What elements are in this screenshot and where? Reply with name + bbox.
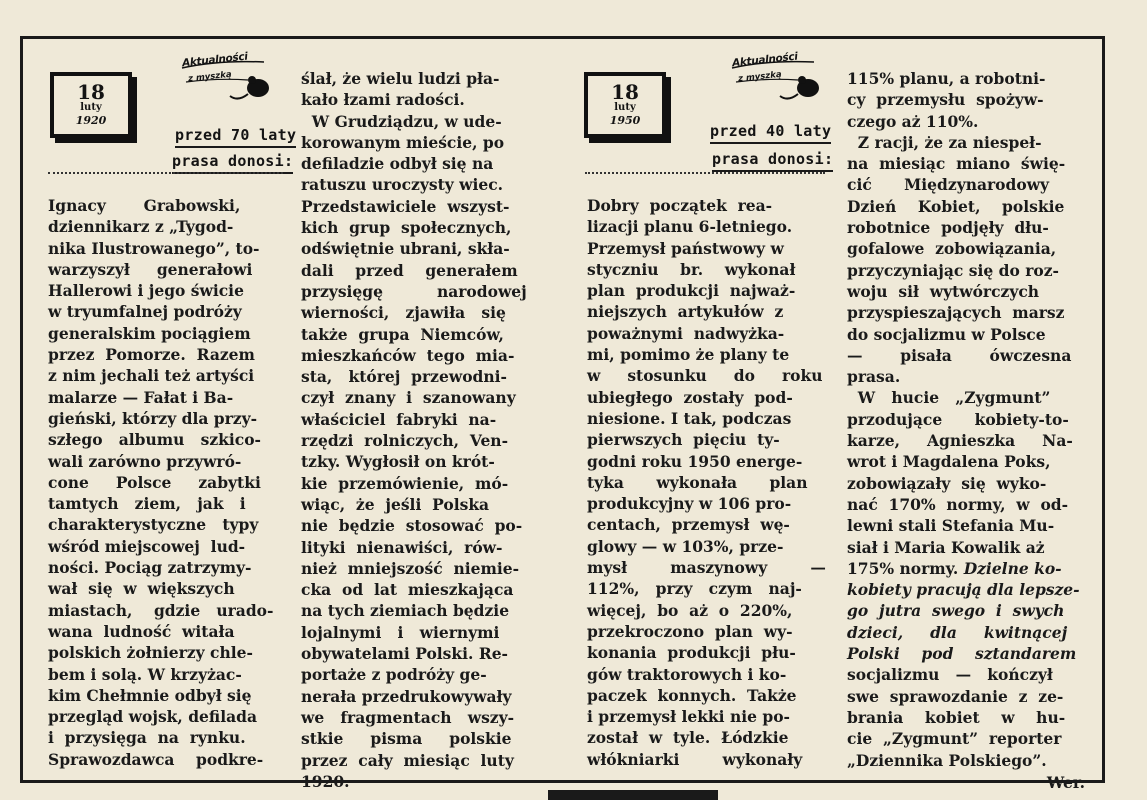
right-column-2 <box>847 68 1087 793</box>
date-year: 1950 <box>609 114 641 127</box>
text-line: wiąc, że jeśli Polska <box>301 494 490 514</box>
text-line: Sprawozdawca podkre- <box>48 749 264 769</box>
text-line: wśród miejscowej lud- <box>48 536 246 556</box>
aktualnosci-logo <box>728 52 824 104</box>
text-line: przegląd wojsk, defilada <box>48 707 258 727</box>
date-month: luty <box>614 102 636 113</box>
text-line: plan produkcji najważ- <box>587 281 796 301</box>
text-line: 115% planu, a robotni- <box>847 69 1046 88</box>
text-line: właściciel fabryki na- <box>301 409 497 429</box>
text-line: nać 170% normy, w od- <box>847 494 1069 514</box>
text-line: paczek konnych. Także <box>587 685 797 705</box>
text-line: robotnice podjęły dłu- <box>847 218 1049 238</box>
text-line: polskich żołnierzy chle- <box>48 643 253 663</box>
bottom-border-mark <box>548 790 718 800</box>
text-line: W Grudziądzu, w ude- <box>301 111 502 131</box>
text-line: lojalnymi i wiernymi <box>301 622 500 642</box>
text-line: ratuszu uroczysty wiec. <box>301 175 504 195</box>
text-line: karze, Agnieszka Na- <box>847 431 1073 451</box>
text-line: tamtych ziem, jak i <box>48 494 246 514</box>
text-line: woju sił wytwórczych <box>847 281 1040 301</box>
text-line: został w tyle. Łódzkie <box>587 728 789 748</box>
text-line: warzyszył generałowi <box>48 259 253 279</box>
text-line: mysł maszynowy — <box>587 558 826 578</box>
text-line: ślał, że wielu ludzi pła- <box>301 69 500 88</box>
text-line: ności. Pociąg zatrzymy- <box>48 558 252 578</box>
text-line: portaże z podróży ge- <box>301 665 487 685</box>
text-line: nież mniejszość niemie- <box>301 558 520 578</box>
text-line: nerała przedrukowywały <box>301 686 512 706</box>
text-line: sta, której przewodni- <box>301 367 507 387</box>
text-line: siał i Maria Kowalik aż <box>847 537 1045 557</box>
text-line: włókniarki wykonały <box>587 749 803 769</box>
text-line: mieszkańców tego mia- <box>301 345 515 365</box>
italic-run: Dzielne ko- <box>963 558 1062 578</box>
text-line: cy przemysłu spożyw- <box>847 90 1044 110</box>
text-line: ubiegłego zostały pod- <box>587 387 793 407</box>
heading-press-reports: prasa donosi: <box>172 152 293 174</box>
italic-line: kobiety pracują dla lepsze- <box>847 580 1080 600</box>
text-line: wierności, zjawiła się <box>301 303 506 323</box>
text-line: cone Polsce zabytki <box>48 472 261 492</box>
text-line: tyka wykonała plan <box>587 472 808 492</box>
text-line: czego aż 110%. <box>847 111 979 131</box>
text-line: generalskim pociągiem <box>48 323 251 343</box>
text-line: mi, pomimo że plany te <box>587 345 790 365</box>
text-line: pierwszych pięciu ty- <box>587 430 780 450</box>
text-line: lewni stali Stefania Mu- <box>847 516 1055 536</box>
text-line: zobowiązały się wyko- <box>847 473 1047 493</box>
aktualnosci-logo <box>178 52 274 104</box>
text-line: wana ludność witała <box>48 621 235 641</box>
text-line: przyspieszających marsz <box>847 303 1065 323</box>
text-line: przez cały miesiąc luty <box>301 750 514 770</box>
text-line: Hallerowi i jego świcie <box>48 281 244 301</box>
text-line-mixed <box>847 558 1087 579</box>
heading-years-ago: przed 40 laty <box>710 122 831 144</box>
text-line: także grupa Niemców, <box>301 324 504 344</box>
text-line: gów traktorowych i ko- <box>587 664 787 684</box>
text-line: przodujące kobiety-to- <box>847 409 1069 429</box>
text-line: nie będzie stosować po- <box>301 516 523 536</box>
text-line: kało łzami radości. <box>301 90 465 110</box>
text-line: — pisała ówczesna <box>847 345 1072 365</box>
text-line: odświętnie ubrani, skła- <box>301 239 510 259</box>
text-line: przez Pomorze. Razem <box>48 345 255 365</box>
text-line: wał się w większych <box>48 579 235 599</box>
italic-line: Polski pod sztandarem <box>847 644 1077 664</box>
text-line: dali przed generałem <box>301 260 518 280</box>
date-day: 18 <box>611 80 639 104</box>
text-line: socjalizmu — kończył <box>847 665 1053 685</box>
text-line: lizacji planu 6-letniego. <box>587 217 793 237</box>
text-line: i przysięga na rynku. <box>48 728 246 748</box>
date-year: 1920 <box>75 114 107 127</box>
text-line: kim Chełmnie odbył się <box>48 685 252 705</box>
text-line: poważnymi nadwyżka- <box>587 323 785 343</box>
text-line: centach, przemysł wę- <box>587 515 790 535</box>
text-line: wrot i Magdalena Poks, <box>847 452 1051 472</box>
right-column-1 <box>587 195 827 770</box>
text-line: obywatelami Polski. Re- <box>301 644 508 664</box>
text-line: lityki nienawiści, rów- <box>301 537 503 557</box>
text-line: korowanym mieście, po <box>301 132 505 152</box>
text-line: cka od lat mieszkająca <box>301 580 514 600</box>
text-line: Ignacy Grabowski, <box>48 196 241 215</box>
text-line: gieński, którzy dla przy- <box>48 408 258 428</box>
text-line: niesione. I tak, podczas <box>587 408 792 428</box>
text-line: malarze — Fałat i Ba- <box>48 387 234 407</box>
date-day: 18 <box>77 80 105 104</box>
text-line: stkie pisma polskie <box>301 729 512 749</box>
dotted-rule <box>585 172 825 176</box>
text-line: produkcyjny w 106 pro- <box>587 494 792 514</box>
text-line: kie przemówienie, mó- <box>301 473 509 493</box>
text-run: 175% normy. <box>847 558 959 578</box>
date-box-1950 <box>584 72 666 138</box>
text-line: na tych ziemiach będzie <box>301 601 510 621</box>
text-line: miastach, gdzie urado- <box>48 600 274 620</box>
italic-line: dzieci, dla kwitnącej <box>847 622 1068 642</box>
text-line: konania produkcji płu- <box>587 643 796 663</box>
text-line: nika Ilustrowanego”, to- <box>48 238 260 258</box>
text-line: więcej, bo aż o 220%, <box>587 600 793 620</box>
heading-years-ago: przed 70 laty <box>175 126 296 148</box>
text-line: Przedstawiciele wszyst- <box>301 196 510 216</box>
text-line: Dzień Kobiet, polskie <box>847 196 1065 216</box>
text-line: we fragmentach wszy- <box>301 707 515 727</box>
text-line: brania kobiet w hu- <box>847 707 1066 727</box>
text-line: w stosunku do roku <box>587 366 823 386</box>
text-line: cić Międzynarodowy <box>847 175 1050 195</box>
logo-line1: Aktualności <box>731 50 799 70</box>
date-box-1920 <box>50 72 132 138</box>
text-line: tzky. Wygłosił on krót- <box>301 452 495 472</box>
text-line: Przemysł państwowy w <box>587 238 784 258</box>
dotted-rule <box>48 172 283 176</box>
date-month: luty <box>80 102 102 113</box>
text-line: przyczyniając się do roz- <box>847 260 1059 280</box>
text-line: gofalowe zobowiązania, <box>847 239 1057 259</box>
italic-line: go jutra swego i swych <box>847 601 1065 621</box>
text-line: z nim jechali też artyści <box>48 366 255 386</box>
text-line: godni roku 1950 energe- <box>587 451 803 471</box>
text-line: cie „Zygmunt” reporter <box>847 729 1062 749</box>
text-line: i przemysł lekki nie po- <box>587 707 790 727</box>
text-line: swe sprawozdanie z ze- <box>847 686 1064 706</box>
text-line: bem i solą. W krzyżac- <box>48 664 242 684</box>
text-line: na miesiąc miano świę- <box>847 154 1066 174</box>
logo-line1: Aktualności <box>181 50 249 70</box>
text-line: prasa. <box>847 367 901 387</box>
text-line: charakterystyczne typy <box>48 515 259 535</box>
text-line: styczniu br. wykonał <box>587 259 796 279</box>
text-line: 112%, przy czym naj- <box>587 579 802 599</box>
text-line: W hucie „Zygmunt” <box>847 388 1051 408</box>
text-line: szłego albumu szkico- <box>48 430 261 450</box>
text-line: 1920. <box>301 771 350 791</box>
text-line: wali zarówno przywró- <box>48 451 242 471</box>
logo-line2: z myszką <box>737 69 783 85</box>
text-line: niejszych artykułów z <box>587 302 784 322</box>
text-line: czył znany i szanowany <box>301 388 516 408</box>
logo-line2: z myszką <box>187 69 233 85</box>
signature: Wer. <box>1046 772 1085 792</box>
text-line: „Dziennika Polskiego”. <box>847 750 1047 770</box>
left-column-1 <box>48 195 286 770</box>
text-line: defiladzie odbył się na <box>301 154 494 174</box>
text-line: kich grup społecznych, <box>301 218 512 238</box>
text-line: dziennikarz z „Tygod- <box>48 217 234 237</box>
text-line: do socjalizmu w Polsce <box>847 324 1046 344</box>
text-line: w tryumfalnej podróży <box>48 302 242 322</box>
text-line: glowy — w 103%, prze- <box>587 536 784 556</box>
left-column-2 <box>301 68 541 792</box>
text-line: przysięgę narodowej <box>301 281 527 301</box>
heading-press-reports: prasa donosi: <box>712 150 833 172</box>
text-line: przekroczono plan wy- <box>587 621 793 641</box>
text-line: Z racji, że za niespeł- <box>847 132 1042 152</box>
text-line: rzędzi rolniczych, Ven- <box>301 431 509 451</box>
text-line: Dobry początek rea- <box>587 196 773 215</box>
